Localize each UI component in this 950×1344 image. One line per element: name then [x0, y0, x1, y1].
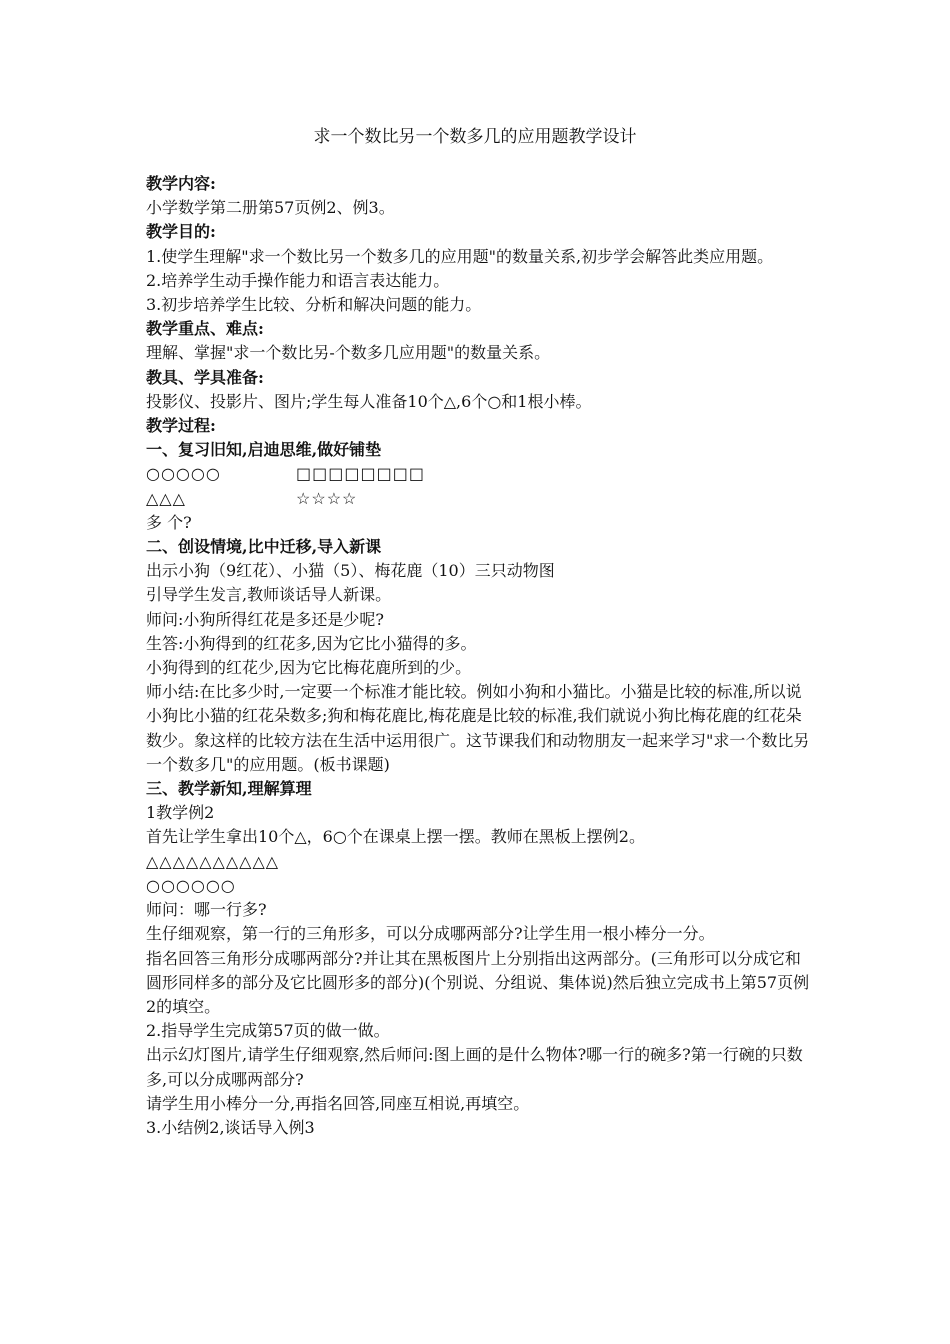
goal-item: 3.初步培养学生比较、分析和解决问题的能力。: [146, 295, 482, 315]
part3-line: 师问：哪一行多?: [146, 900, 267, 920]
circle-row: ○○○○○○: [146, 875, 236, 895]
part3-line: 首先让学生拿出10个△，6○个在课桌上摆一摆。教师在黑板上摆例2。: [146, 827, 645, 847]
part3-heading: 三、教学新知,理解算理: [146, 779, 312, 799]
part3-line: 2.指导学生完成第57页的做一做。: [146, 1021, 390, 1041]
part2-line: 生答:小狗得到的红花多,因为它比小猫得的多。: [146, 633, 477, 653]
tools-heading: 教具、学具准备:: [146, 367, 264, 387]
part2-summary: 师小结:在比多少时,一定要一个标准才能比较。例如小狗和小猫比。小猫是比较的标准,所以说小狗比小猫的红花朵数多;狗和梅花鹿比,梅花鹿是比较的标准,我们就说小狗比梅花鹿的红花朵数少。象这样的比较方法在生活中运用很广。这节课我们和动物朋友一起来学习"求一个数比另一个数多几"的应用题。(板书课题): [146, 682, 810, 774]
part2-line: 师问:小狗所得红花是多还是少呢?: [146, 609, 384, 629]
part3-line: 请学生用小棒分一分,再指名回答,同座互相说,再填空。: [146, 1093, 530, 1113]
square-shapes: □□□□□□□□: [296, 464, 425, 484]
goal-item: 2.培养学生动手操作能力和语言表达能力。: [146, 270, 450, 290]
focus-heading: 教学重点、难点:: [146, 319, 264, 339]
shape-row: [146, 487, 816, 511]
part1-question: 多 个?: [146, 512, 192, 532]
part2-line: 出示小狗（9红花）、小猫（5）、梅花鹿（10）三只动物图: [146, 561, 555, 581]
part3-line: 生仔细观察，第一行的三角形多，可以分成哪两部分?让学生用一根小棒分一分。: [146, 924, 715, 944]
document-body: [146, 172, 816, 1140]
part3-line: 3.小结例2,谈话导入例3: [146, 1117, 315, 1137]
part3-line: 指名回答三角形分成哪两部分?并让其在黑板图片上分别指出这两部分。(三角形可以分成它和圆形同样多的部分及它比圆形多的部分)(个别说、分组说、集体说)然后独立完成书上第57页例2的填空。: [146, 948, 810, 1016]
content-text: 小学数学第二册第57页例2、例3。: [146, 198, 395, 218]
triangle-shapes: △△△: [146, 488, 186, 508]
focus-text: 理解、掌握"求一个数比另-个数多几应用题"的数量关系。: [146, 343, 551, 363]
document-title: 求一个数比另一个数多几的应用题教学设计: [313, 127, 637, 147]
shape-row: [146, 462, 816, 486]
star-shapes: ☆☆☆☆: [296, 488, 358, 508]
part3-line: 1教学例2: [146, 803, 215, 823]
triangle-row: △△△△△△△△△△: [146, 851, 280, 871]
part2-line: 小狗得到的红花少,因为它比梅花鹿所到的少。: [146, 658, 472, 678]
part3-line: 出示幻灯图片,请学生仔细观察,然后师问:图上画的是什么物体?哪一行的碗多?第一行碗的只数多,可以分成哪两部分?: [146, 1045, 803, 1089]
tools-text: 投影仪、投影片、图片;学生每人准备10个△,6个○和1根小棒。: [146, 391, 592, 411]
part2-line: 引导学生发言,教师谈话导人新课。: [146, 585, 392, 605]
goal-item: 1.使学生理解"求一个数比另一个数多几的应用题"的数量关系,初步学会解答此类应用题。: [146, 246, 774, 266]
circle-shapes: ○○○○○: [146, 464, 221, 484]
process-heading: 教学过程:: [146, 416, 216, 436]
goals-heading: 教学目的:: [146, 222, 216, 242]
part2-heading: 二、创设情境,比中迁移,导入新课: [146, 537, 382, 557]
part1-heading: 一、复习旧知,启迪思维,做好铺垫: [146, 440, 382, 460]
content-heading: 教学内容:: [146, 174, 216, 193]
